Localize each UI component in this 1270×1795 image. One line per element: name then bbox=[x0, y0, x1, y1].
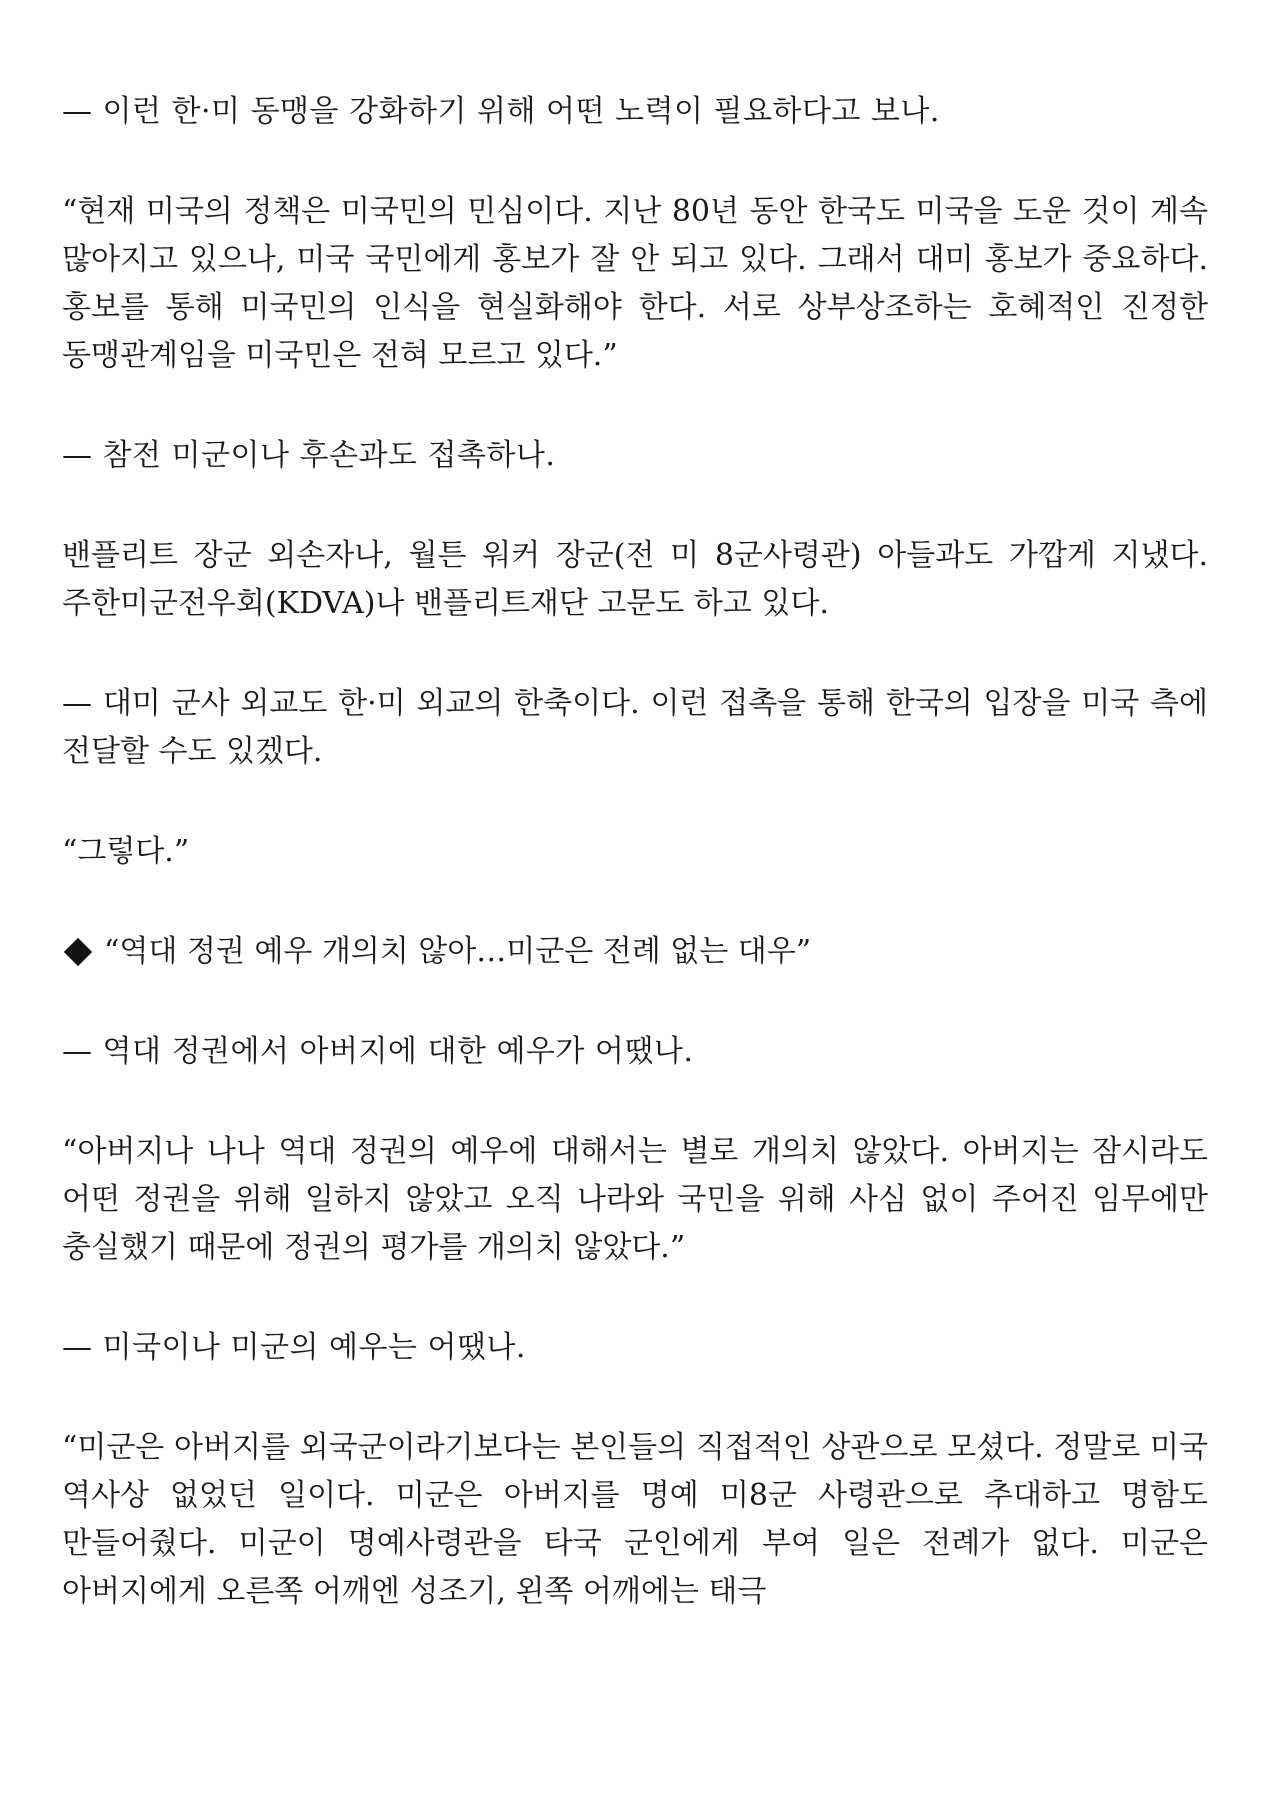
section-heading-text: “역대 정권 예우 개의치 않아…미군은 전례 없는 대우” bbox=[104, 934, 812, 969]
answer-paragraph: “아버지나 나나 역대 정권의 예우에 대해서는 별로 개의치 않았다. 아버지는 잠시라도 어떤 정권을 위해 일하지 않았고 오직 나라와 국민을 위해 사심 없이 주어진 임무에만 충실했기 때문에 정권의 평가를 개의치 않았다.” bbox=[62, 1134, 1208, 1265]
question-paragraph: — 미국이나 미군의 예우는 어땠나. bbox=[62, 1330, 526, 1365]
question-paragraph: — 참전 미군이나 후손과도 접촉하나. bbox=[62, 438, 556, 473]
question-paragraph: — 역대 정권에서 아버지에 대한 예우가 어땠나. bbox=[62, 1034, 694, 1069]
answer-paragraph: 밴플리트 장군 외손자나, 월튼 워커 장군(전 미 8군사령관) 아들과도 가깝게 지냈다. 주한미군전우회(KDVA)나 밴플리트재단 고문도 하고 있다. bbox=[62, 538, 1208, 621]
question-paragraph: — 대미 군사 외교도 한·미 외교의 한축이다. 이런 접촉을 통해 한국의 입장을 미국 측에 전달할 수도 있겠다. bbox=[62, 686, 1208, 769]
section-heading bbox=[62, 928, 1208, 976]
diamond-bullet-icon bbox=[64, 938, 92, 966]
answer-paragraph: “그렇다.” bbox=[62, 834, 190, 869]
question-paragraph: — 이런 한·미 동맹을 강화하기 위해 어떤 노력이 필요하다고 보나. bbox=[62, 94, 940, 129]
answer-paragraph: “현재 미국의 정책은 미국민의 민심이다. 지난 80년 동안 한국도 미국을 도운 것이 계속 많아지고 있으나, 미국 국민에게 홍보가 잘 안 되고 있다. 그래서 대미 홍보가 중요하다. 홍보를 통해 미국민의 인식을 현실화해야 한다. 서로 상부상조하는 호혜적인 진정한 동맹관계임을 미국민은 전혀 모르고 있다.” bbox=[62, 194, 1208, 373]
document-page bbox=[62, 88, 1208, 1668]
answer-paragraph: “미군은 아버지를 외국군이라기보다는 본인들의 직접적인 상관으로 모셨다. 정말로 미국 역사상 없었던 일이다. 미군은 아버지를 명예 미8군 사령관으로 추대하고 명함도 만들어줬다. 미군이 명예사령관을 타국 군인에게 부여 일은 전례가 없다. 미군은 아버지에게 오른쪽 어깨엔 성조기, 왼쪽 어깨에는 태극 bbox=[62, 1430, 1208, 1609]
